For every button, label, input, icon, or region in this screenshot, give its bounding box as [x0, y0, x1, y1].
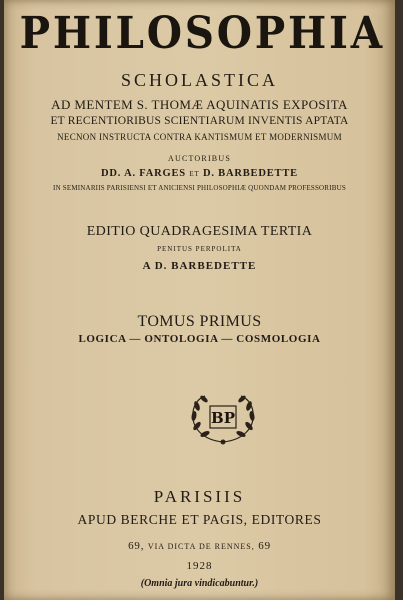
author-joiner: ET — [189, 170, 200, 178]
address-number: 69, — [128, 540, 145, 552]
professors-line: IN SEMINARIIS PARISIENSI ET ANICIENSI PHILOSOPHIÆ QUONDAM PROFESSORIBUS — [53, 184, 346, 192]
description-line-1: AD MENTEM S. THOMÆ AQUINATIS EXPOSITA — [51, 97, 348, 112]
author-second: D. BARBEDETTE — [202, 168, 298, 179]
volume-title: TOMUS PRIMUS — [137, 313, 262, 330]
emblem-monogram: BP — [211, 409, 235, 427]
authors-line — [4, 168, 395, 179]
auctoribus-label: AUCTORIBUS — [168, 154, 231, 163]
perpolita-line: PENITUS PERPOLITA — [157, 245, 242, 253]
year-line: 1928 — [186, 560, 213, 572]
editor-line: A D. BARBEDETTE — [142, 260, 257, 272]
rights-line: (Omnia jura vindicabuntur.) — [140, 578, 259, 589]
edition-line: EDITIO QUADRAGESIMA TERTIA — [86, 224, 313, 239]
address-line — [4, 540, 395, 552]
wreath-monogram-icon — [185, 388, 261, 448]
volume-contents: LOGICA — ONTOLOGIA — COSMOLOGIA — [78, 333, 321, 345]
city-line: PARISIIS — [153, 487, 246, 506]
publisher-line: APUD BERCHE ET PAGIS, EDITORES — [77, 512, 322, 527]
author-first: DD. A. FARGES — [101, 168, 186, 179]
description-line-2: ET RECENTIORIBUS SCIENTIARUM INVENTIS APTATA — [50, 115, 349, 127]
address-street: VIA DICTA DE RENNES, — [147, 542, 255, 551]
book-subtitle: SCHOLASTICA — [120, 70, 278, 90]
title-page — [4, 0, 395, 600]
address-number-2: 69 — [258, 540, 271, 552]
description-line-3: NECNON INSTRUCTA CONTRA KANTISMUM ET MODERNISMUM — [57, 132, 342, 142]
book-title: PHILOSOPHIA — [19, 8, 385, 59]
